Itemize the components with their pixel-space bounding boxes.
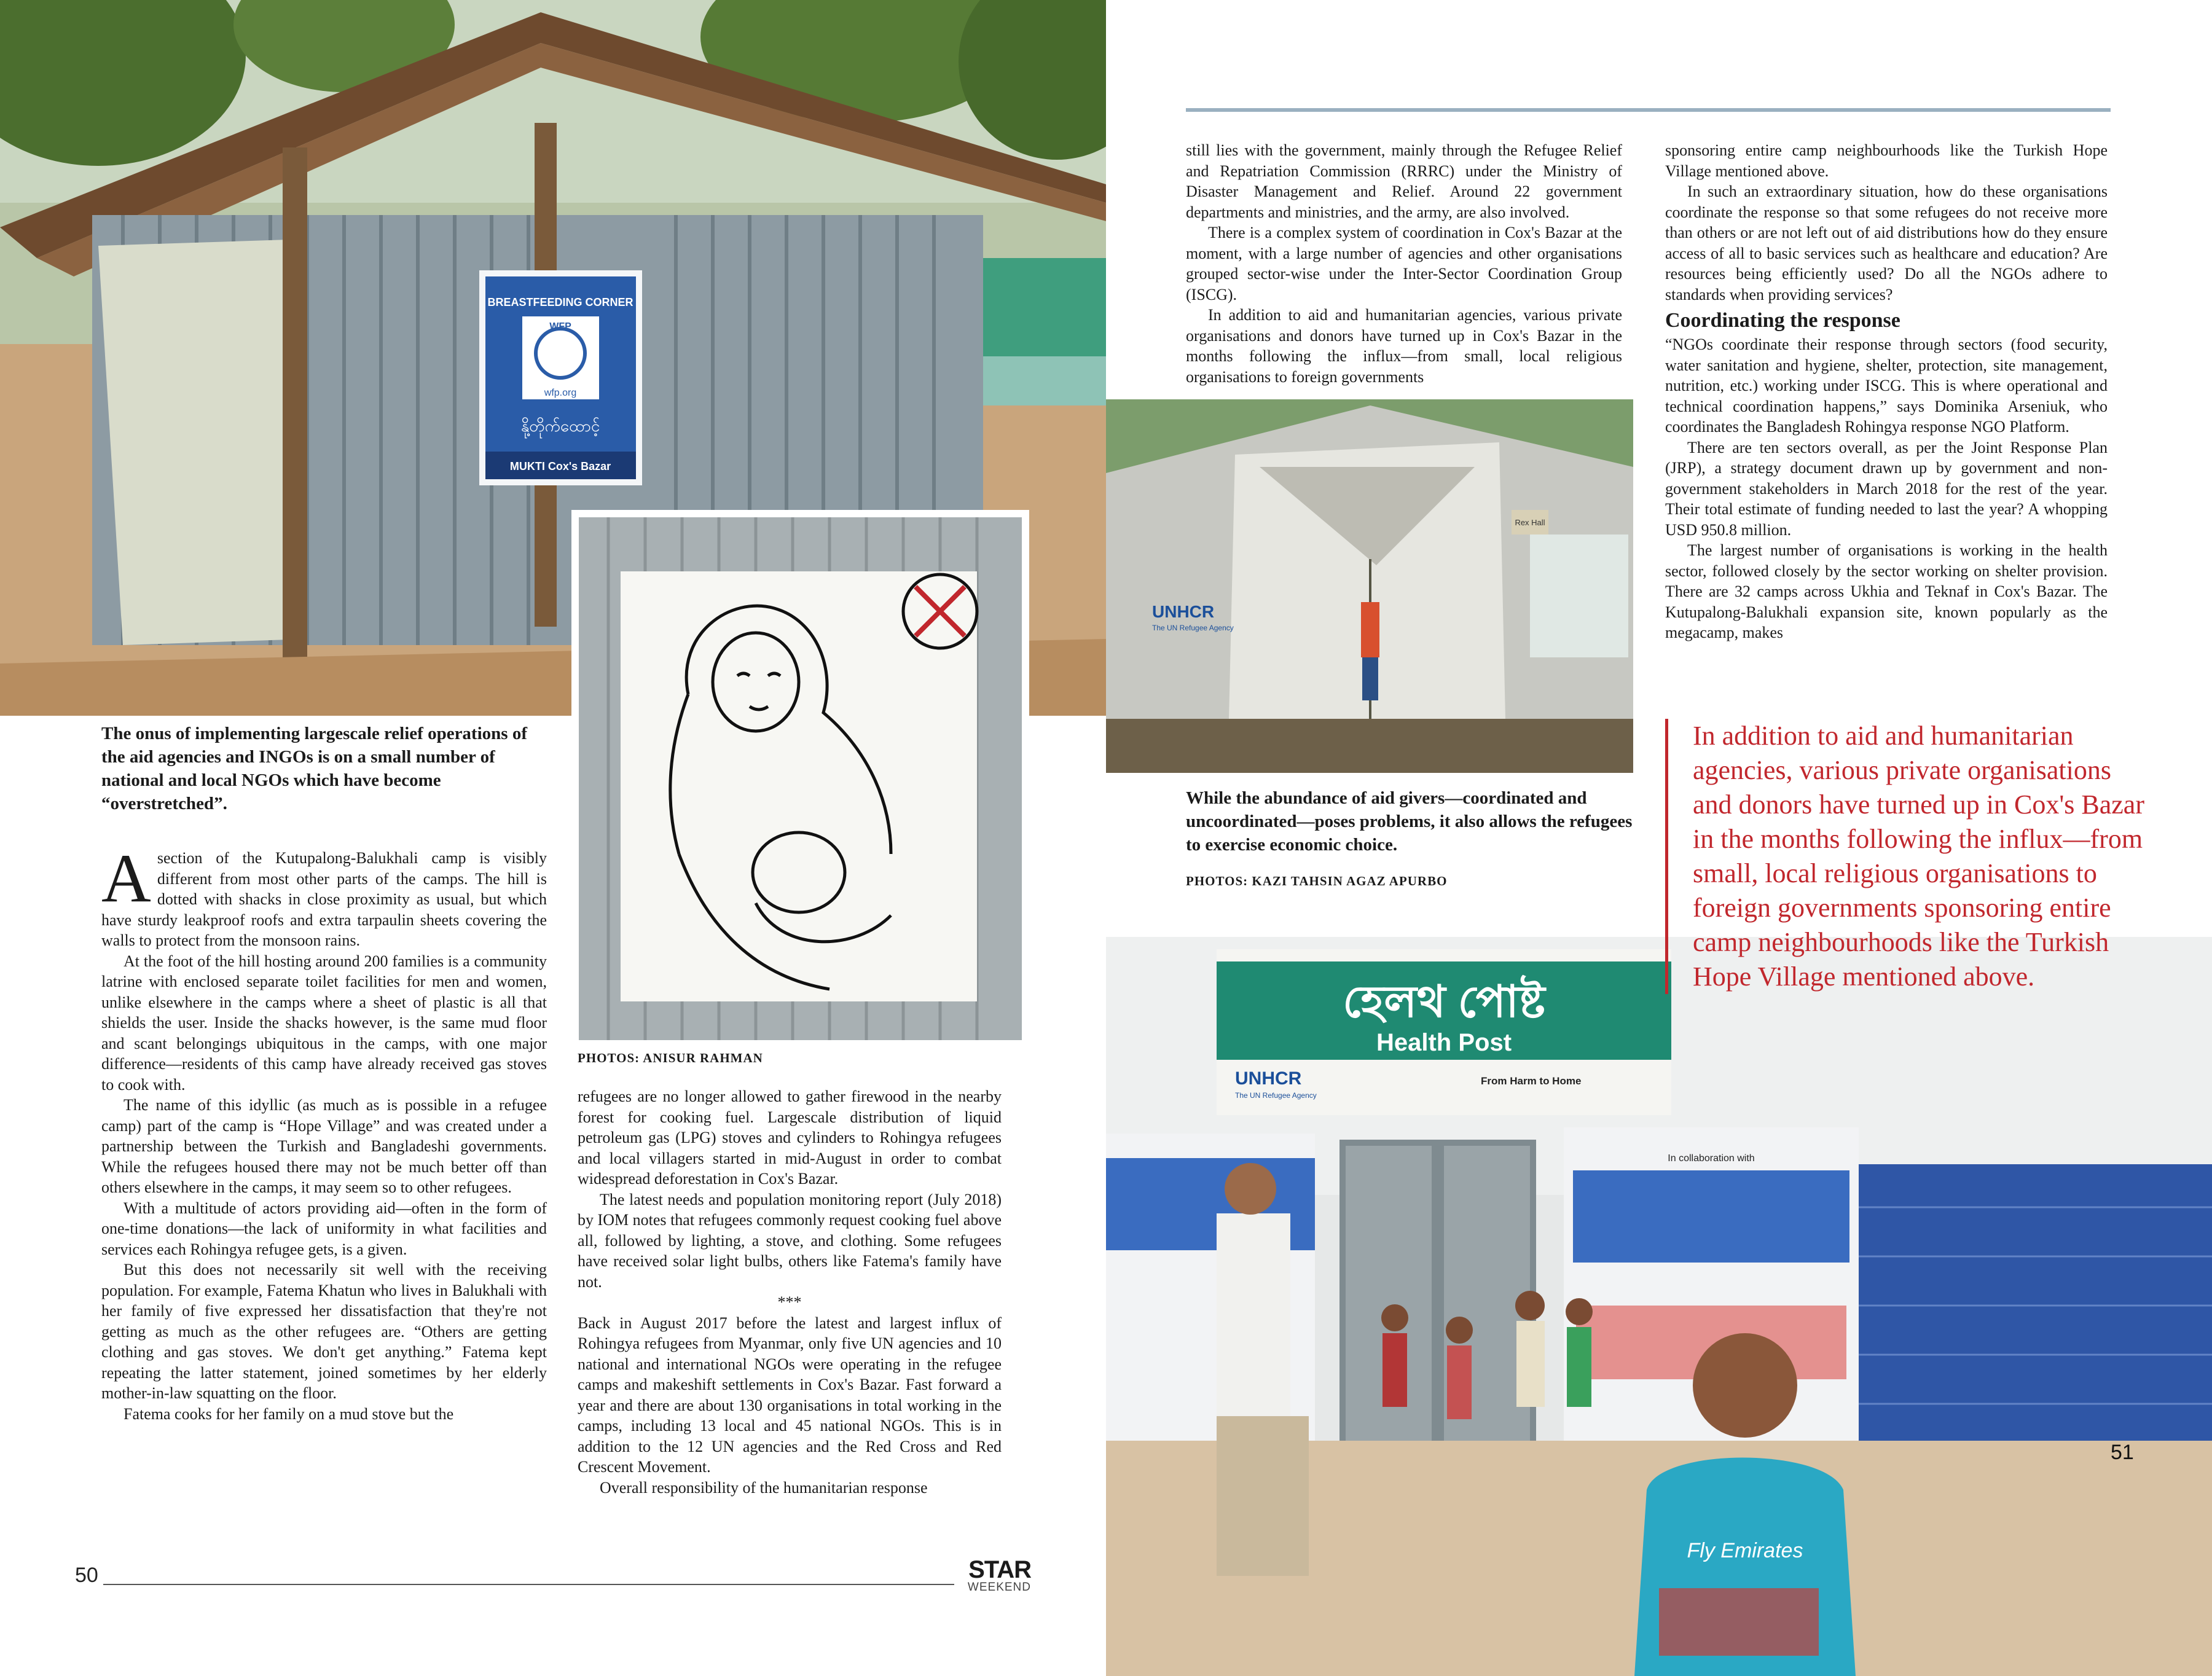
- paragraph: The latest needs and population monitoring report (July 2018) by IOM notes that refugees commonly request cooking fuel above all, followed by lighting, a stove, and clothing. Some refugees have received solar light bulbs, others like Fatema's family have not.: [578, 1190, 1002, 1291]
- article-column-3: [1186, 140, 1622, 387]
- paragraph: In such an extraordinary situation, how do these organisations coordinate the response so that some refugees do not receive more than others or are not left out of aid distributions how do they ensure access of all to basic services such as healthcare and education? Are resources being efficiently used? Do all the NGOs adhere to standards when providing services?: [1665, 182, 2108, 303]
- paragraph: sponsoring entire camp neighbourhoods like the Turkish Hope Village mentioned above.: [1665, 141, 2108, 180]
- logo-star: STAR: [968, 1556, 1031, 1583]
- photo-credit-left: PHOTOS: ANISUR RAHMAN: [578, 1051, 763, 1065]
- paragraph: With a multitude of actors providing aid—often in the form of one-time donations—the lack of uniformity in what facilities and services each Rohingya refugee gets, is a given.: [101, 1199, 547, 1258]
- page-number-right: 51: [2111, 1441, 2134, 1464]
- paragraph: At the foot of the hill hosting around 200 families is a community latrine with enclosed separate toilet facilities for men and women, unlike elsewhere in the camps where a sheet of plastic is all that shields the user. Inside the shacks however, is the same mud floor and scant belongings ubiquitous in the camps, with one major difference—residents of this camp have already received gas stoves to cook with.: [101, 952, 547, 1094]
- caption-left: The onus of implementing largescale relief operations of the aid agencies and INGOs is on a small number of national and local NGOs which have become “overstretched”.: [101, 724, 527, 813]
- health-post-english: Health Post: [1376, 1029, 1512, 1056]
- photo-health-post: [1106, 937, 2212, 1676]
- paragraph: Back in August 2017 before the latest and largest influx of Rohingya refugees from Myanmar, only five UN agencies and 10 national and international NGOs were operating in the refugee camps and makeshift settlements in Cox's Bazar. Fast forward a year and there are about 130 organisations in total working in the camps, including 13 local and 45 national NGOs. This is in addition to the 12 UN agencies and the Red Cross and Red Crescent Movement.: [578, 1314, 1002, 1476]
- paragraph: There is a complex system of coordination in Cox's Bazar at the moment, with a large number of agencies and other organisations grouped sector-wise under the Inter-Sector Coordination Group (ISCG).: [1186, 224, 1622, 303]
- health-post-partner: From Harm to Home: [1481, 1075, 1582, 1087]
- paragraph: The largest number of organisations is working in the health sector, followed closely by the sector working on shelter provision. There are 32 camps across Ukhia and Teknaf in Cox's Bazar. The Kutupalong-Balukhali expansion site, known popularly as the megacamp, makes: [1665, 541, 2108, 641]
- footer-rule: [103, 1584, 954, 1585]
- paragraph: Overall responsibility of the humanitarian response: [600, 1478, 928, 1497]
- photo-credit-right: PHOTOS: KAZI TAHSIN AGAZ APURBO: [1186, 874, 1448, 888]
- sign-script: နို့တိုက်ထောင့်: [520, 417, 600, 435]
- sign-title: BREASTFEEDING CORNER: [487, 296, 633, 308]
- section-divider: ***: [777, 1293, 802, 1311]
- paragraph: But this does not necessarily sit well with the receiving population. For example, Fatema Khatun who lives in Balukhali with her family of five expressed her dissatisfaction that they're not getting as much as the other refugees are. “Others are getting clothing and gas stoves. We don't get anything.” Fatema kept repeating the latter statement, joined sometimes by her elderly mother-in-law squatting on the floor.: [101, 1261, 547, 1402]
- caption-right: While the abundance of aid givers—coordinated and uncoordinated—poses problems, it also allows the refugees to exercise economic choice.: [1186, 788, 1633, 855]
- sign-footer: MUKTI Cox's Bazar: [509, 460, 611, 472]
- sign-url: wfp.org: [544, 388, 577, 398]
- banner-collab-label: In collaboration with: [1668, 1153, 1755, 1164]
- paragraph: In addition to aid and humanitarian agencies, various private organisations and donors have turned up in Cox's Bazar in the months following the influx—from small, local religious organisations to foreign governments: [1186, 306, 1622, 386]
- photo-unhcr-tent: [1106, 399, 1633, 773]
- tent-agency-sub: The UN Refugee Agency: [1152, 624, 1234, 632]
- article-column-2: [578, 1086, 1002, 1498]
- article-column-4: [1665, 140, 2108, 643]
- top-rule: [1186, 108, 2111, 112]
- star-weekend-logo: [957, 1558, 1031, 1594]
- paragraph: There are ten sectors overall, as per the Joint Response Plan (JRP), a strategy document drawn up by government and non-government stakeholders in March 2018 for the rest of the year. Their total estimate of funding needed to last the year? A whopping USD 950.8 million.: [1665, 438, 2108, 539]
- paragraph: still lies with the government, mainly through the Refugee Relief and Repatriation Commission (RRRC) under the Ministry of Disaster Management and Relief. Around 22 government departments and ministries, and the army, are also involved.: [1186, 141, 1622, 221]
- health-post-agency-sub: The UN Refugee Agency: [1235, 1091, 1317, 1100]
- page-number-left: 50: [75, 1564, 98, 1587]
- article-column-1: [101, 840, 547, 1424]
- health-post-bangla: হেলথ পোষ্ট: [1343, 977, 1545, 1027]
- paragraph: Fatema cooks for her family on a mud stove but the: [124, 1404, 454, 1423]
- tent-tag: Rex Hall: [1515, 518, 1545, 527]
- health-post-agency: UNHCR: [1235, 1068, 1302, 1089]
- shirt-brand: Fly Emirates: [1687, 1539, 1803, 1562]
- subheading: Coordinating the response: [1665, 309, 1900, 332]
- pull-quote: In addition to aid and humanitarian agencies, various private organisations and donors have turned up in Cox's Bazar in the months following the influx—from small, local religious organisations to foreign governments sponsoring entire camp neighbourhoods like the Turkish Hope Village mentioned above.: [1665, 719, 2147, 994]
- tent-agency: UNHCR: [1152, 602, 1215, 621]
- paragraph: “NGOs coordinate their response through sectors (food security, water sanitation and hygiene, shelter, protection, site management, nutrition, etc.) working under ISCG. This is where operational and technical coordination happens,” says Dominika Arseniuk, who coordinates the Bangladesh Rohingya response NGO Platform.: [1665, 335, 2108, 436]
- sign-logo: WFP: [549, 321, 571, 332]
- paragraph: refugees are no longer allowed to gather firewood in the nearby forest for cooking fuel. Largescale distribution of liquid petroleum gas (LPG) stoves and cylinders to Rohingya refugees and local villagers started in mid-August in order to combat widespread deforestation in Cox's Bazar.: [578, 1087, 1002, 1188]
- photo-breastfeeding-poster: [571, 510, 1029, 1048]
- paragraph: section of the Kutupalong-Balukhali camp is visibly different from most other parts of the camps. The hill is dotted with shacks in close proximity as usual, but which have sturdy leakproof roofs and extra tarpaulin sheets covering the walls to protect from the monsoon rains.: [101, 849, 547, 949]
- drop-cap: A: [101, 840, 151, 917]
- logo-weekend: WEEKEND: [967, 1581, 1031, 1594]
- paragraph: The name of this idyllic (as much as is possible in a refugee camp) part of the camp is “Hope Village” and was created under a partnership between the Turkish and Bangladeshi governments. While the refugees housed there may not be much better off than others elsewhere in the camps, it may seem so to other refugees.: [101, 1096, 547, 1196]
